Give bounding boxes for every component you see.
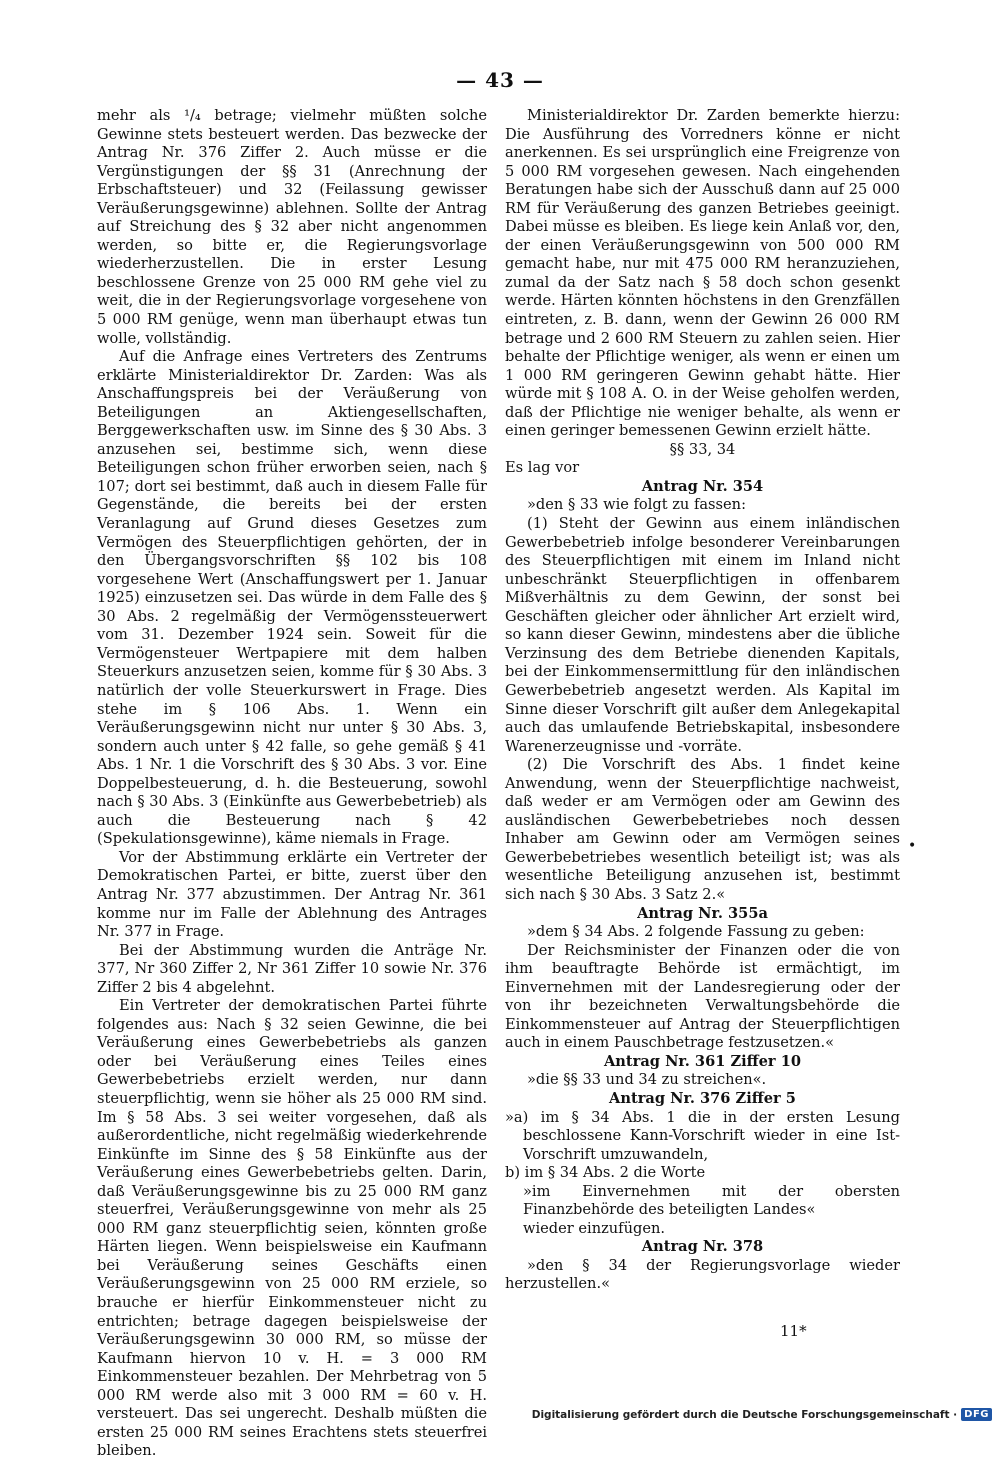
right-column-paragraph: »a) im § 34 Abs. 1 die in der ersten Lesung beschlossene Kann-Vorschrift wieder in eine Ist-Vorschrift umzuwandeln, bbox=[505, 1108, 900, 1163]
left-column-paragraph: Auf die Anfrage eines Vertreters des Zentrums erklärte Ministerialdirektor Dr. Zarden: Was als Anschaffungspreis bei der Veräußerung von Beteiligungen an Aktiengesellschaften, Berggewerkschaften usw. im Sinne des § 30 Abs. 3 anzusehen sei, bestimme sich, wenn diese Beteiligungen schon früher erworben seien, nach § 107; dort sei bestimmt, daß auch in diesem Falle für Gegenstände, die bereits bei der ersten Veranlagung auf Grund dieses Gesetzes zum Vermögen des Steuerpflichtigen gehörten, der in den Übergangsvorschriften §§ 102 bis 108 vorgesehene Wert (Anschaffungswert per 1. Januar 1925) einzusetzen sei. Das würde in dem Falle des § 30 Abs. 2 regelmäßig der Vermögenssteuerwert vom 31. Dezember 1924 sein. Soweit für die Vermögensteuer Wertpapiere mit dem halben Steuerkurs anzusetzen seien, komme für § 30 Abs. 3 natürlich der volle Steuerkurswert in Frage. Dies stehe im § 106 Abs. 1. Wenn ein Veräußerungsgewinn nicht nur unter § 30 Abs. 3, sondern auch unter § 42 falle, so gehe gemäß § 41 Abs. 1 Nr. 1 die Vorschrift des § 30 Abs. 3 vor. Eine Doppelbesteuerung, d. h. die Besteuerung, sowohl nach § 30 Abs. 3 (Einkünfte aus Gewerbebetrieb) als auch die Besteuerung nach § 42 (Spekulationsgewinne), käme niemals in Frage. bbox=[97, 348, 487, 848]
right-column-paragraph: »im Einvernehmen mit der obersten Finanzbehörde des beteiligten Landes« bbox=[523, 1182, 900, 1219]
dfg-logo-icon: DFG bbox=[961, 1408, 992, 1421]
left-column bbox=[97, 107, 487, 1461]
right-column-paragraph: b) im § 34 Abs. 2 die Worte bbox=[505, 1164, 706, 1182]
right-column-paragraph: Antrag Nr. 376 Ziffer 5 bbox=[609, 1089, 796, 1107]
right-column-paragraph: Es lag vor bbox=[505, 459, 580, 477]
right-column-paragraph: Antrag Nr. 378 bbox=[641, 1238, 764, 1256]
right-column-paragraph: wieder einzufügen. bbox=[523, 1219, 665, 1237]
right-column-paragraph: Antrag Nr. 355a bbox=[637, 904, 768, 922]
footer bbox=[532, 1408, 992, 1421]
right-column-paragraph: Ministerialdirektor Dr. Zarden bemerkte hierzu: Die Ausführung des Vorredners könne er nicht anerkennen. Es sei ursprünglich eine Freigrenze von 5 000 RM vorgesehen gewesen. Nach eingehenden Beratungen habe sich der Ausschuß dann auf 25 000 RM für Veräußerung des ganzen Betriebes geeinigt. Dabei müsse es bleiben. Es liege kein Anlaß vor, den, der einen Veräußerungsgewinn von 500 000 RM gemacht habe, nur mit 475 000 RM heranzuziehen, zumal da der Satz nach § 58 doch schon gesenkt werde. Härten könnten höchstens in den Grenzfällen eintreten, z. B. dann, wenn der Gewinn 26 000 RM betrage und 2 600 RM Steuern zu zahlen seien. Hier behalte der Pflichtige weniger, als wenn er einen um 1 000 RM geringeren Gewinn gehabt hätte. Hier würde mit § 108 A. O. in der Weise geholfen werden, daß der Pflichtige nie weniger behalte, als wenn er einen geringer bemessenen Gewinn erzielt hätte. bbox=[505, 107, 900, 440]
right-column-paragraph: »den § 33 wie folgt zu fassen: bbox=[527, 496, 746, 514]
page-number: — 43 — bbox=[456, 68, 544, 92]
right-column-paragraph: »dem § 34 Abs. 2 folgende Fassung zu geben: bbox=[527, 923, 865, 941]
right-column-paragraph: §§ 33, 34 bbox=[669, 440, 736, 458]
right-column-paragraph: (1) Steht der Gewinn aus einem inländischen Gewerbebetrieb infolge besonderer Vereinbarungen des Steuerpflichtigen mit einem im Inland nicht unbeschränkt Steuerpflichtigen in offenbarem Mißverhältnis zu dem Gewinn, der sonst bei Geschäften gleicher oder ähnlicher Art erzielt wird, so kann dieser Gewinn, mindestens aber die übliche Verzinsung des dem Betriebe dienenden Kapitals, bei der Einkommensermittlung für den inländischen Gewerbebetrieb angesetzt werden. Als Kapital im Sinne dieser Vorschrift gilt außer dem Anlegekapital auch das umlaufende Betriebskapital, insbesondere Warenerzeugnisse und -vorräte. bbox=[505, 515, 900, 755]
signature-mark: 11* bbox=[780, 1322, 807, 1340]
right-column bbox=[505, 107, 900, 1294]
left-column-paragraph: Vor der Abstimmung erklärte ein Vertreter der Demokratischen Partei, er bitte, zuerst über den Antrag Nr. 377 abzustimmen. Der Antrag Nr. 361 komme nur im Falle der Ablehnung des Antrages Nr. 377 in Frage. bbox=[97, 848, 487, 941]
left-column-paragraph: mehr als ¹/₄ betrage; vielmehr müßten solche Gewinne stets besteuert werden. Das bezwecke der Antrag Nr. 376 Ziffer 2. Auch müsse er die Vergünstigungen der §§ 31 (Anrechnung der Erbschaftsteuer) und 32 (Feilassung gewisser Veräußerungsgewinne) ablehnen. Sollte der Antrag auf Streichung des § 32 aber nicht angenommen werden, so bitte er, die Regierungsvorlage wiederherzustellen. Die in erster Lesung beschlossene Grenze von 25 000 RM gehe viel zu weit, die in der Regierungsvorlage vorgesehene von 5 000 RM genüge, wenn man überhaupt etwas tun wolle, vollständig. bbox=[97, 107, 487, 347]
right-column-paragraph: Antrag Nr. 354 bbox=[641, 477, 764, 495]
margin-dot: • bbox=[908, 838, 917, 854]
left-column-paragraph: Ein Vertreter der demokratischen Partei führte folgendes aus: Nach § 32 seien Gewinne, die bei Veräußerung eines Gewerbebetriebs als ganzen oder bei Veräußerung eines Teiles eines Gewerbebetriebs erzielt werden, nur dann steuerpflichtig, wenn sie höher als 25 000 RM sind. Im § 58 Abs. 3 sei weiter vorgesehen, daß als außerordentliche, nicht regelmäßig wiederkehrende Einkünfte im Sinne des § 58 Einkünfte aus der Veräußerung eines Gewerbebetriebs gelten. Darin, daß Veräußerungsgewinne bis zu 25 000 RM ganz steuerfrei, Veräußerungsgewinne von mehr als 25 000 RM ganz steuerpflichtig seien, könnten große Härten liegen. Wenn beispielsweise ein Kaufmann bei Veräußerung seines Geschäfts einen Veräußerungsgewinn von 25 000 RM erziele, so brauche er hierfür Einkommensteuer nicht zu entrichten; betrage dagegen beispielsweise der Veräußerungsgewinn 30 000 RM, so müsse der Kaufmann hiervon 10 v. H. = 3 000 RM Einkommensteuer bezahlen. Der Mehrbetrag von 5 000 RM werde also mit 3 000 RM = 60 v. H. versteuert. Das sei ungerecht. Deshalb müßten die ersten 25 000 RM seines Erachtens stets steuerfrei bleiben. bbox=[97, 997, 487, 1460]
footer-text: Digitalisierung gefördert durch die Deutsche Forschungsgemeinschaft · bbox=[531, 1408, 958, 1421]
left-column-paragraph: Bei der Abstimmung wurden die Anträge Nr. 377, Nr 360 Ziffer 2, Nr 361 Ziffer 10 sowie Nr. 376 Ziffer 2 bis 4 abgelehnt. bbox=[97, 941, 487, 996]
right-column-paragraph: »die §§ 33 und 34 zu streichen«. bbox=[527, 1071, 767, 1089]
right-column-paragraph: Antrag Nr. 361 Ziffer 10 bbox=[603, 1052, 802, 1070]
right-column-paragraph: »den § 34 der Regierungsvorlage wieder herzustellen.« bbox=[505, 1256, 900, 1293]
right-column-paragraph: Der Reichsminister der Finanzen oder die von ihm beauftragte Behörde ist ermächtigt, im Einvernehmen mit der Landesregierung oder der von ihr bezeichneten Verwaltungsbehörde die Einkommensteuer auf Antrag der Steuerpflichtigen auch in einem Pauschbetrage festzusetzen.« bbox=[505, 941, 900, 1052]
right-column-paragraph: (2) Die Vorschrift des Abs. 1 findet keine Anwendung, wenn der Steuerpflichtige nachweist, daß weder er am Vermögen oder am Gewinn des ausländischen Gewerbebetriebes noch dessen Inhaber am Gewinn oder am Vermögen seines Gewerbebetriebes wesentlich beteiligt ist; was als wesentliche Beteiligung anzusehen ist, bestimmt sich nach § 30 Abs. 3 Satz 2.« bbox=[505, 756, 900, 903]
